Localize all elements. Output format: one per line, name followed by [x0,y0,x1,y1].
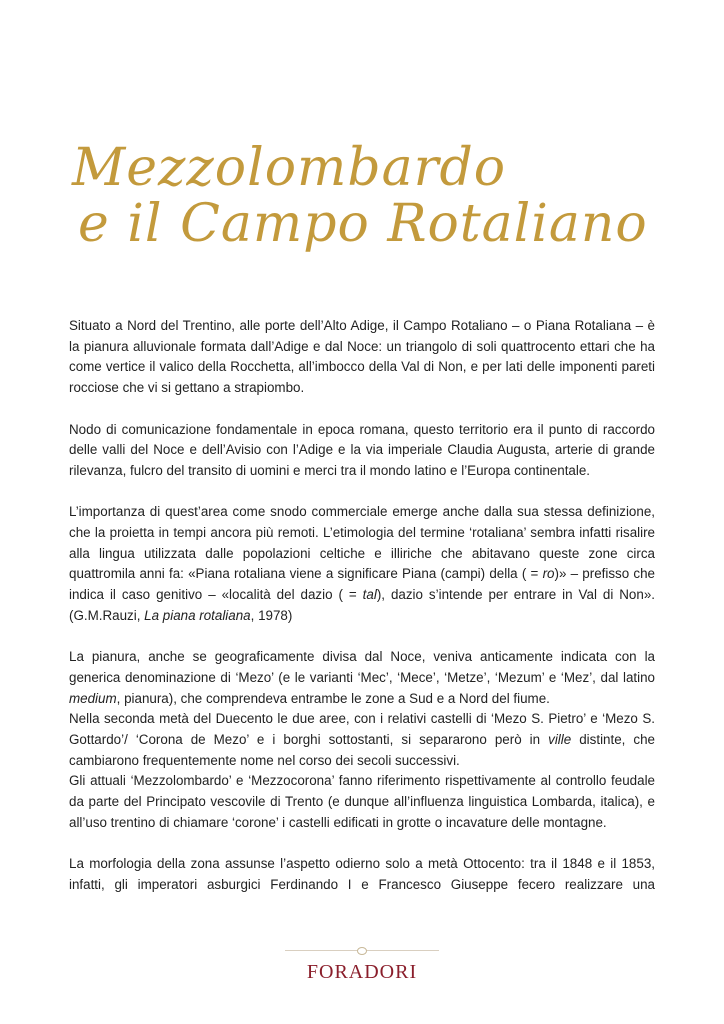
brand-name: FORADORI [306,961,418,983]
p3-text-d: , 1978) [250,607,293,623]
footer-divider [285,950,439,951]
p3-text-c: ), dazio s’intende per entrare in Val di Non». (G.M.Rauzi, [69,587,655,623]
p5-ville: ville [548,732,572,748]
p4-medium: medium [69,690,117,706]
paragraph-4 [69,647,655,709]
p3-text-b: )» – prefisso che indica il caso genitivo – «località del dazio ( = [69,566,655,603]
title-line-2: e il Campo Rotaliano [78,194,648,254]
title-line-1: Mezzolombardo [72,138,507,198]
article-body [69,316,655,916]
paragraph-7: La morfologia della zona assunse l’aspetto odierno solo a metà Ottocento: tra il 1848 e il 1853, infatti, gli imperatori asburgici Ferdinando I e Francesco Giuseppe fecero realizzare una [69,856,655,892]
handwritten-title [72,138,648,260]
paragraph-2: Nodo di comunicazione fondamentale in epoca romana, questo territorio era il punto di raccordo delle valli del Noce e dell’Avisio con l’Adige e la via imperiale Claudia Augusta, arterie di grande rilevanza, fulcro del transito di uomini e merci tra il mondo latino e l’Europa continentale. [69,421,655,478]
ornament-icon [357,947,367,955]
footer-logo [285,950,439,984]
p5-text-a: Nella seconda metà del Duecento le due aree, con i relativi castelli di ‘Mezo S. Pietro’ e ‘Mezo S. Gottardo’/ ‘Corona de Mezo’ e i borghi sottostanti, si separarono però in [69,711,655,748]
p3-tal: tal [362,587,377,603]
p3-ro: ro [542,566,555,582]
paragraph-3 [69,502,655,626]
p3-text-a: L’importanza di quest’area come snodo commerciale emerge anche dalla sua stessa definizione, che la proietta in tempi ancora più remoti. L’etimologia del termine ‘rotaliana’ sembra infatti risalire alla lingua utilizzata dalle popolazioni celtiche e illiriche che abitavano queste zone circa quattromila anni fa: «Piana rotaliana viene a significare Piana (campi) della ( = [69,504,655,582]
p3-book-title: La piana rotaliana [144,607,251,623]
paragraph-6: Gli attuali ‘Mezzolombardo’ e ‘Mezzocorona’ fanno riferimento rispettivamente al controllo feudale da parte del Principato vescovile di Trento (e dunque all’influenza linguistica Lombarda, italica), e all’uso trentino di chiamare ‘corone’ i castelli edificati in grotte o incavature delle montagne. [69,773,655,830]
paragraph-5 [69,709,655,771]
p5-text-b: distinte, che cambiarono frequentemente nome nel corso dei secoli successivi. [69,732,655,768]
p4-text-a: La pianura, anche se geograficamente divisa dal Noce, veniva anticamente indicata con la generica denominazione di ‘Mezo’ (e le varianti ‘Mec’, ‘Mece’, ‘Metze’, ‘Mezum’ e ‘Mez’, dal latino [69,649,655,685]
p4-text-b: , pianura), che comprendeva entrambe le zone a Sud e a Nord del fiume. [116,690,550,706]
paragraph-1: Situato a Nord del Trentino, alle porte dell’Alto Adige, il Campo Rotaliano – o Piana Rotaliana – è la pianura alluvionale formata dall’Adige e dal Noce: un triangolo di soli quattrocento ettari che ha come vertice il valico della Rocchetta, all’imbocco della Val di Non, e per lati delle imponenti pareti rocciose che vi si gettano a strapiombo. [69,318,655,396]
